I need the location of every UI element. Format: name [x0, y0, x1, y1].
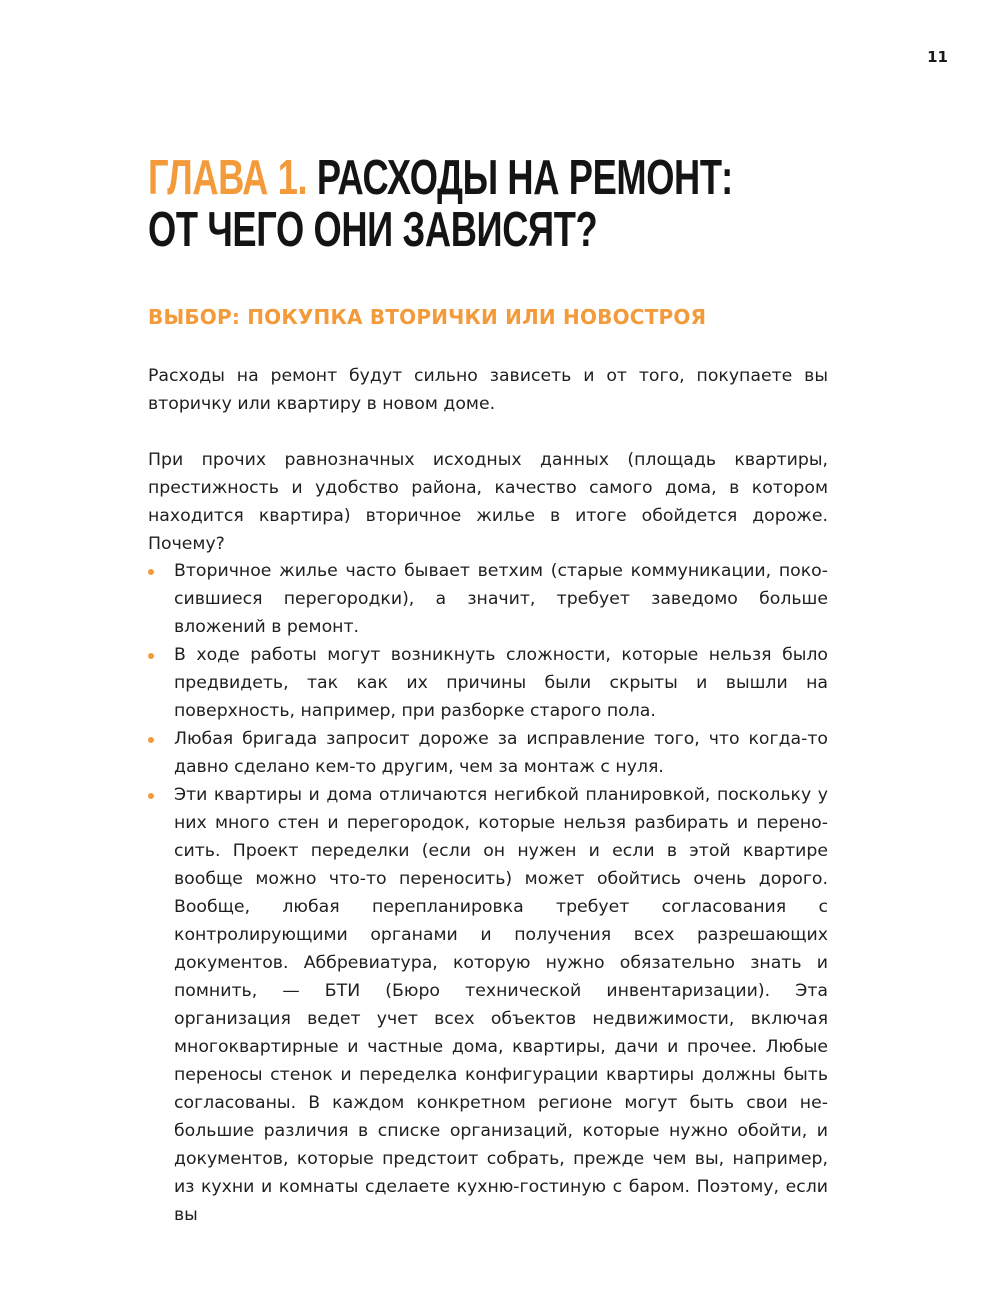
section-heading: ВЫБОР: ПОКУПКА ВТОРИЧКИ ИЛИ НОВОСТРОЯ: [148, 305, 707, 329]
list-item: [148, 781, 828, 1229]
bullet-dot-icon: [148, 653, 154, 659]
paragraph: Расходы на ремонт будут сильно зависеть и от того, покупаете вы вторичку или квартиру в новом доме.: [148, 366, 828, 414]
list-item: [148, 641, 828, 725]
bullet-dot-icon: [148, 569, 154, 575]
list-item: [148, 557, 828, 641]
chapter-title: [148, 151, 733, 257]
page-number: 11: [927, 48, 948, 66]
bullet-dot-icon: [148, 737, 154, 743]
list-item-text: Любая бригада запросит дороже за исправление того, что когда-то давно сделано кем-то другим, чем за монтаж с нуля.: [174, 729, 828, 777]
bullet-dot-icon: [148, 793, 154, 799]
list-item-text: Вторичное жилье часто бывает ветхим (старые коммуникации, покосившиеся перегородки), а значит, требует заведомо больше вложений в ремонт.: [174, 561, 828, 637]
list-item-text: Эти квартиры и дома отличаются негибкой планировкой, поскольку у них много стен и перегородок, которые нельзя разбирать и переносить. Проект переделки (если он нужен и если в этой квартире вообще можно что-то переносить) может обойтись очень дорого. Вообще, любая перепланировка требует согласования с контролирующими органами и получения всех разрешающих документов. Аббревиатура, которую нужно обязательно знать и помнить, — БТИ (Бюро технической инвентаризации). Эта организация ведет учет всех объектов недвижимости, включая многоквартирные и частные дома, квартиры, дачи и прочее. Любые переносы стенок и переделка конфигурации квартиры должны быть согласованы. В каждом конкретном регионе могут быть свои небольшие различия в списке организаций, которые нужно обойти, и документов, которые предстоит собрать, прежде чем вы, например, из кухни и комнаты сделаете кухню-гостиную с баром. Поэтому, если вы: [174, 785, 828, 1225]
list-item-text: В ходе работы могут возникнуть сложности, которые нельзя было предвидеть, так как их причины были скрыты и вышли на поверхность, например, при разборке старого пола.: [174, 645, 828, 721]
list-item: [148, 725, 828, 781]
chapter-title-line2: ОТ ЧЕГО ОНИ ЗАВИСЯТ?: [148, 203, 598, 257]
paragraph: При прочих равнозначных исходных данных (площадь квартиры, престижность и удобство района, качество самого дома, в котором находится квартира) вторичное жилье в итоге обойдется дороже. Почему?: [148, 450, 828, 554]
chapter-title-line1: РАСХОДЫ НА РЕМОНТ:: [316, 151, 733, 205]
chapter-label: ГЛАВА 1.: [148, 151, 308, 205]
bullet-list: [148, 557, 828, 1229]
